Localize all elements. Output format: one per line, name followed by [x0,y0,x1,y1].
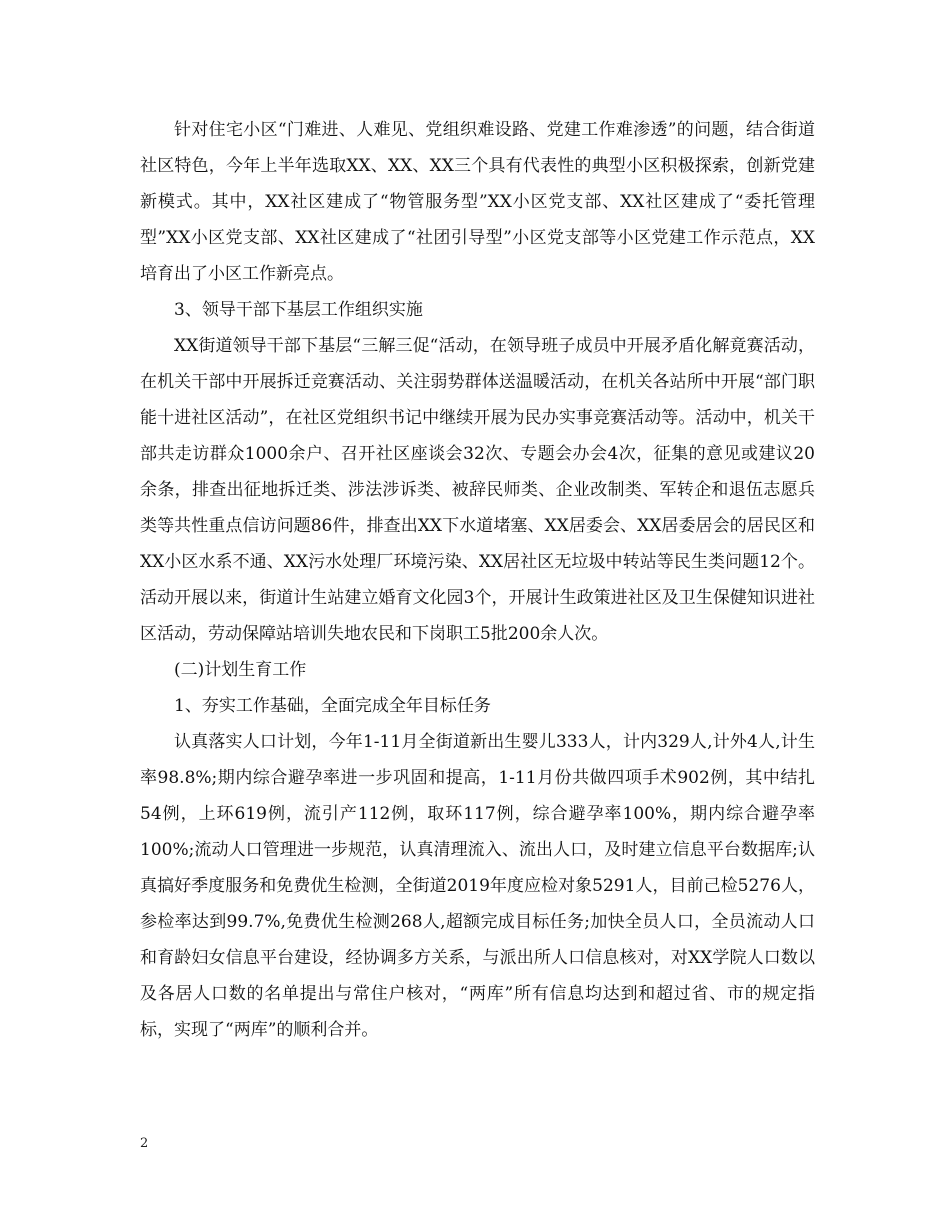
page-number: 2 [140,1136,149,1151]
paragraph-community-party-building: 针对住宅小区“门难进、人难见、党组织难设路、党建工作难渗透”的问题，结合街道社区特色，今年上半年选取XX、XX、XX三个具有代表性的典型小区积极探索，创新党建新模式。其中，XX社区建成了“物管服务型”XX小区党支部、XX社区建成了“委托管理型”XX小区党支部、XX社区建成了“社团引导型”小区党支部等小区党建工作示范点，XX培育出了小区工作新亮点。 [140,120,815,284]
subsection-heading-work-foundation: 1、夯实工作基础，全面完成全年目标任务 [174,696,491,716]
section-heading-leaders-grassroots: 3、领导干部下基层工作组织实施 [174,300,423,320]
paragraph-population-plan: 认真落实人口计划，今年1-11月全街道新出生婴儿333人，计内329人,计外4人,计生率98.8%;期内综合避孕率进一步巩固和提高，1-11月份共做四项手术902例，其中结扎54例，上环619例，流引产112例，取环117例，综合避孕率100%，期内综合避孕率100%;流动人口管理进一步规范，认真清理流入、流出人口，及时建立信息平台数据库;认真搞好季度服务和免费优生检测，全街道2019年度应检对象5291人，目前己检5276人，参检率达到99.7%,免费优生检测268人,超额完成目标任务;加快全员人口，全员流动人口和育龄妇女信息平台建设，经协调多方关系，与派出所人口信息核对，对XX学院人口数以及各居人口数的名单提出与常住户核对，“两库”所有信息均达到和超过省、市的规定指标，实现了“两库”的顺利合并。 [140,732,815,1040]
paragraph-grassroots-activities: XX街道领导干部下基层“三解三促“活动，在领导班子成员中开展矛盾化解竟赛活动，在机关干部中开展拆迁竞赛活动、关注弱势群体送温暖活动，在机关各站所中开展“部门职能十进社区活动”，在社区党组织书记中继续开展为民办实事竞赛活动等。活动中，机关干部共走访群众1000余户、召开社区座谈会32次、专题会办会4次，征集的意见或建议20余条，排查出征地拆迁类、涉法涉诉类、被辞民师类、企业改制类、军转企和退伍志愿兵类等共性重点信访问题86件，排查出XX下水道堵塞、XX居委会、XX居委居会的居民区和XX小区水系不通、XX污水处理厂环境污染、XX居社区无垃圾中转站等民生类问题12个。活动开展以来，街道计生站建立婚育文化园3个，开展计生政策进社区及卫生保健知识进社区活动，劳动保障站培训失地农民和下岗职工5批200余人次。 [140,336,815,644]
document-body [140,112,815,1048]
section-heading-family-planning: (二)计划生育工作 [174,660,307,680]
